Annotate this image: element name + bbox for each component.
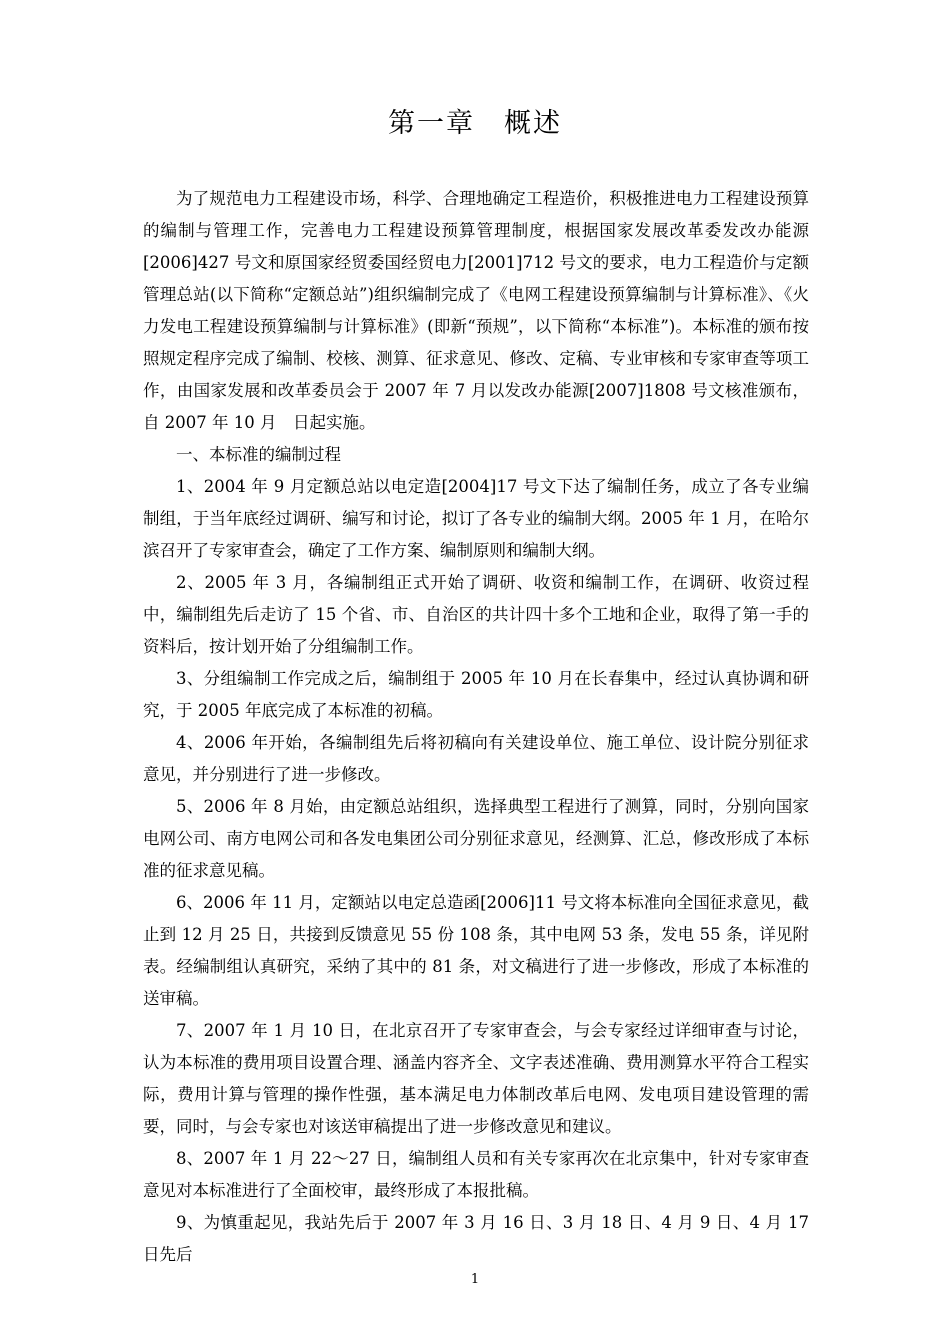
list-item: 3、分组编制工作完成之后，编制组于 2005 年 10 月在长春集中，经过认真协调和研究，于 2005 年底完成了本标准的初稿。: [143, 669, 809, 720]
page-number: 1: [470, 1272, 480, 1287]
list-item: 2、2005 年 3 月，各编制组正式开始了调研、收资和编制工作，在调研、收资过程中，编制组先后走访了 15 个省、市、自治区的共计四十多个工地和企业，取得了第一手的资料后，按计划开始了分组编制工作。: [143, 573, 809, 656]
intro-paragraph: 为了规范电力工程建设市场，科学、合理地确定工程造价，积极推进电力工程建设预算的编制与管理工作，完善电力工程建设预算管理制度，根据国家发展改革委发改办能源[2006]427 号文和原国家经贸委国经贸电力[2001]712 号文的要求，电力工程造价与定额管理总站(以下简称“定额总站”)组织编制完成了《电网工程建设预算编制与计算标准》、《火力发电工程建设预算编制与计算标准》(即新“预规”，以下简称“本标准”)。本标准的颁布按照规定程序完成了编制、校核、测算、征求意见、修改、定稿、专业审核和专家审查等项工作，由国家发展和改革委员会于 2007 年 7 月以发改办能源[2007]1808 号文核准颁布，自 2007 年 10 月 日起实施。: [143, 189, 809, 432]
document-body: [143, 183, 809, 1271]
list-item: 6、2006 年 11 月，定额站以电定总造函[2006]11 号文将本标准向全国征求意见，截止到 12 月 25 日，共接到反馈意见 55 份 108 条，其中电网 53 条，发电 55 条，详见附表。经编制组认真研究，采纳了其中的 81 条，对文稿进行了进一步修改，形成了本标准的送审稿。: [143, 893, 809, 1008]
list-item: 1、2004 年 9 月定额总站以电定造[2004]17 号文下达了编制任务，成立了各专业编制组，于当年底经过调研、编写和讨论，拟订了各专业的编制大纲。2005 年 1 月，在哈尔滨召开了专家审查会，确定了工作方案、编制原则和编制大纲。: [143, 477, 809, 560]
list-item: 5、2006 年 8 月始，由定额总站组织，选择典型工程进行了测算，同时，分别向国家电网公司、南方电网公司和各发电集团公司分别征求意见，经测算、汇总，修改形成了本标准的征求意见稿。: [143, 797, 809, 880]
list-item: 8、2007 年 1 月 22～27 日，编制组人员和有关专家再次在北京集中，针对专家审查意见对本标准进行了全面校审，最终形成了本报批稿。: [143, 1149, 809, 1200]
section-heading: 一、本标准的编制过程: [176, 445, 341, 464]
list-item: 9、为慎重起见，我站先后于 2007 年 3 月 16 日、3 月 18 日、4 月 9 日、4 月 17 日先后: [143, 1213, 809, 1264]
chapter-title: 第一章 概述: [388, 108, 562, 139]
list-item: 7、2007 年 1 月 10 日，在北京召开了专家审查会，与会专家经过详细审查与讨论，认为本标准的费用项目设置合理、涵盖内容齐全、文字表述准确、费用测算水平符合工程实际，费用计算与管理的操作性强，基本满足电力体制改革后电网、发电项目建设管理的需要，同时，与会专家也对该送审稿提出了进一步修改意见和建议。: [143, 1021, 809, 1136]
list-item: 4、2006 年开始，各编制组先后将初稿向有关建设单位、施工单位、设计院分别征求意见，并分别进行了进一步修改。: [143, 733, 809, 784]
